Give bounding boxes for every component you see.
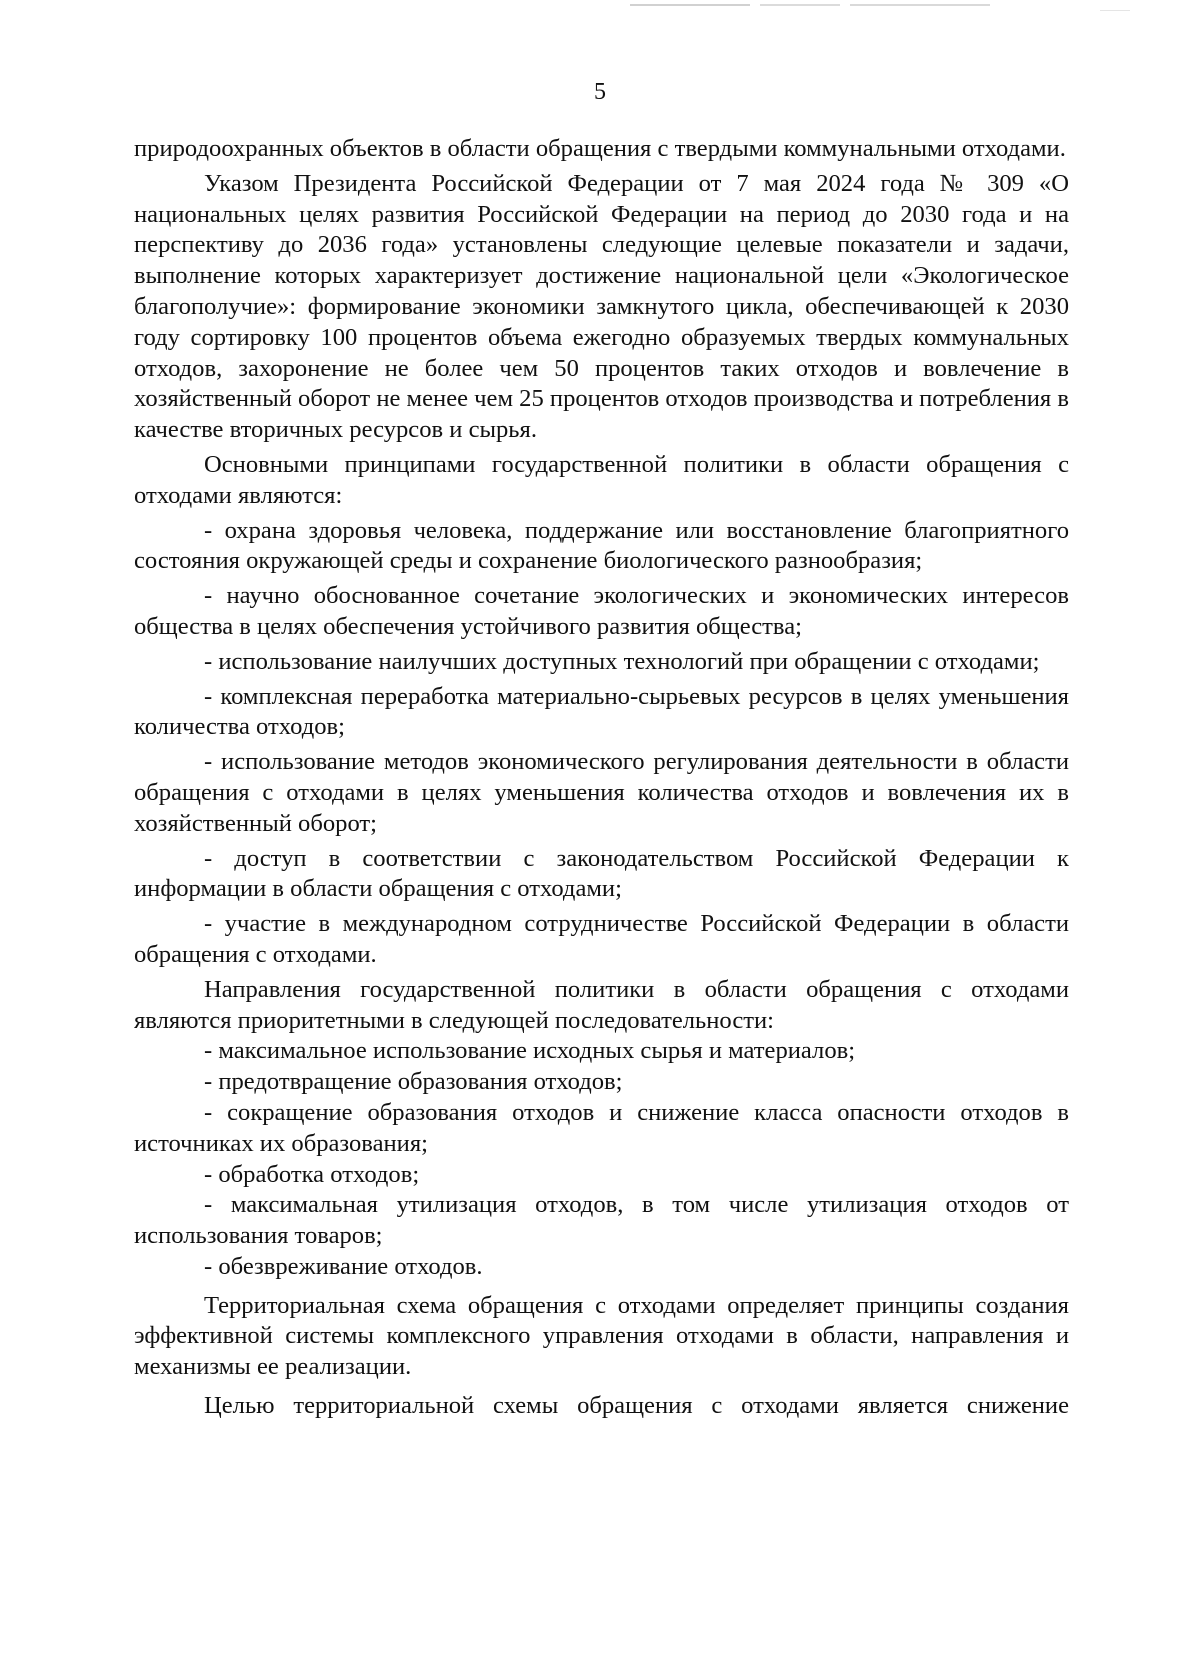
- paragraph-territorial-scheme: Территориальная схема обращения с отходами определяет принципы создания эффективной системы комплексного управления отходами в области, направления и механизмы ее реализации.: [134, 1291, 1069, 1381]
- document-body: [134, 134, 1069, 1422]
- principle-item: - участие в международном сотрудничестве Российской Федерации в области обращения с отходами.: [134, 910, 1069, 968]
- direction-item: - предотвращение образования отходов;: [204, 1068, 623, 1096]
- direction-item: - обработка отходов;: [204, 1160, 420, 1188]
- principle-item: - доступ в соответствии с законодательством Российской Федерации к информации в области обращения с отходами;: [134, 844, 1069, 903]
- scan-artifact: [760, 4, 840, 6]
- page-number: 5: [594, 79, 606, 105]
- direction-item: - максимальная утилизация отходов, в том числе утилизация отходов от использования товаров;: [134, 1191, 1069, 1250]
- scan-artifact: [850, 4, 990, 6]
- principle-item: - комплексная переработка материально-сырьевых ресурсов в целях уменьшения количества отходов;: [134, 682, 1069, 741]
- principle-item: - научно обоснованное сочетание экологических и экономических интересов общества в целях обеспечения устойчивого развития общества;: [134, 582, 1069, 640]
- scan-artifact: [630, 4, 750, 6]
- direction-item: - обезвреживание отходов.: [204, 1252, 483, 1280]
- paragraph-directions-intro: Направления государственной политики в области обращения с отходами являются приоритетными в следующей последовательности:: [134, 975, 1069, 1034]
- direction-item: - сокращение образования отходов и снижение класса опасности отходов в источниках их образования;: [134, 1098, 1069, 1157]
- direction-item: - максимальное использование исходных сырья и материалов;: [204, 1037, 856, 1065]
- paragraph-continuation: природоохранных объектов в области обращения с твердыми коммунальными отходами.: [134, 135, 1066, 162]
- paragraph-principles-intro: Основными принципами государственной политики в области обращения с отходами являются:: [134, 450, 1069, 509]
- principle-item: - использование методов экономического регулирования деятельности в области обращения с отходами в целях уменьшения количества отходов и вовлечения их в хозяйственный оборот;: [134, 748, 1069, 837]
- paragraph-scheme-goal: Целью территориальной схемы обращения с отходами является снижение: [204, 1392, 1069, 1420]
- paragraph-decree: Указом Президента Российской Федерации от 7 мая 2024 года № 309 «О национальных целях развития Российской Федерации на период до 2030 года и на перспективу до 2036 года» установлены следующие целевые показатели и задачи, выполнение которых характеризует достижение национальной цели «Экологическое благополучие»: формирование экономики замкнутого цикла, обеспечивающей к 2030 году сортировку 100 процентов объема ежегодно образуемых твердых коммунальных отходов, захоронение не более чем 50 процентов таких отходов и вовлечение в хозяйственный оборот не менее чем 25 процентов отходов производства и потребления в качестве вторичных ресурсов и сырья.: [134, 169, 1070, 444]
- principle-item: - использование наилучших доступных технологий при обращении с отходами;: [204, 647, 1040, 675]
- principle-item: - охрана здоровья человека, поддержание или восстановление благоприятного состояния окружающей среды и сохранение биологического разнообразия;: [134, 516, 1069, 575]
- scan-artifact: [1100, 10, 1130, 11]
